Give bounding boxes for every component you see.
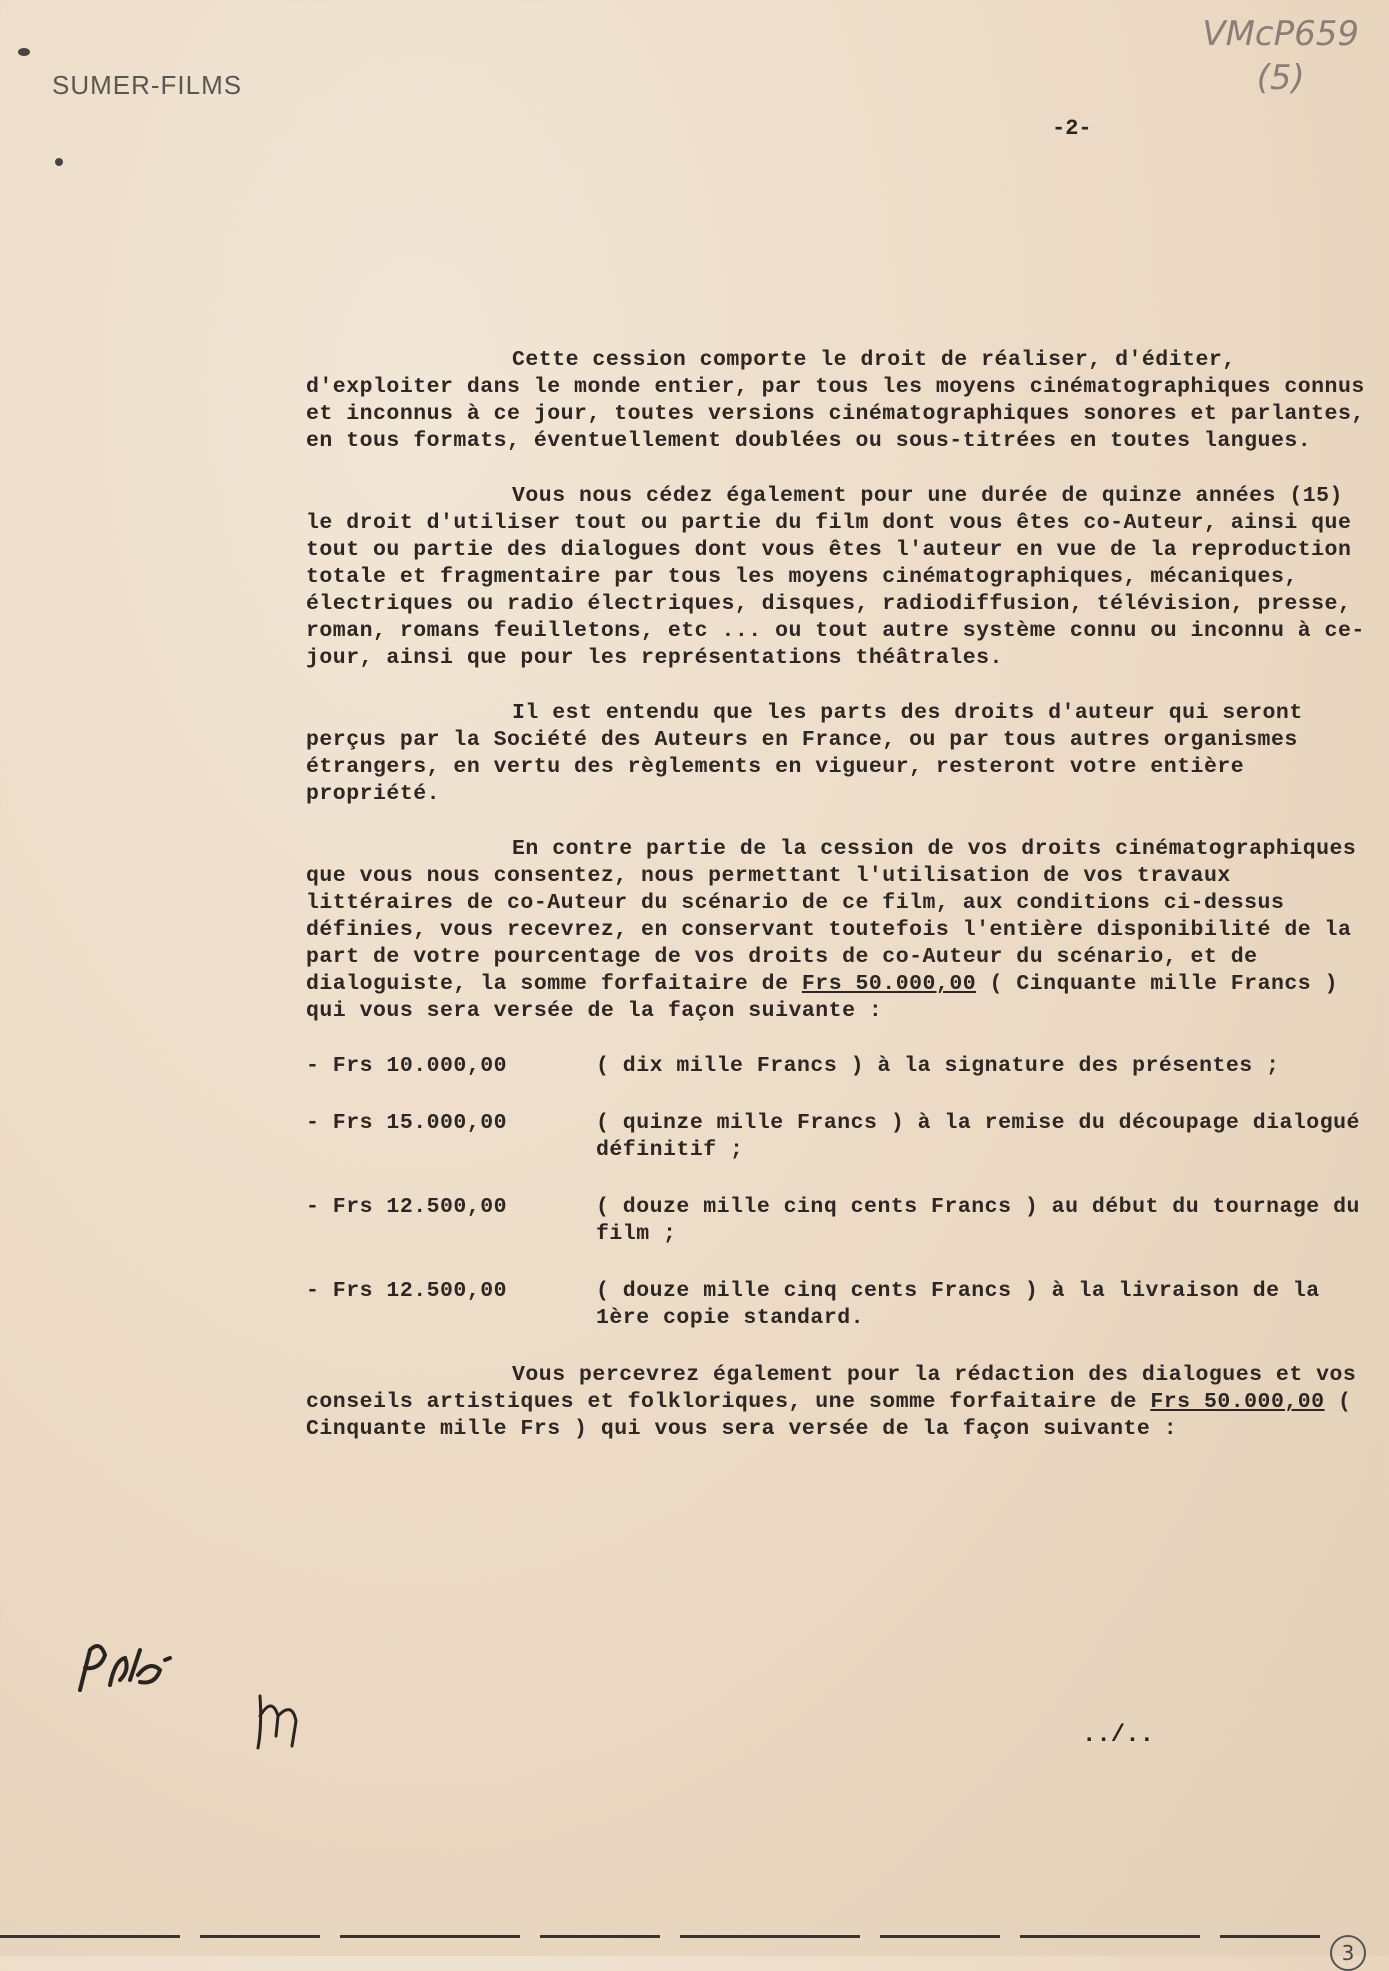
payment-description: ( dix mille Francs ) à la signature des présentes ; [596,1054,1280,1078]
paragraph-5-text: Vous percevrez également pour la rédaction des dialogues et vos conseils artistiques et folkloriques, une somme forfaitaire de [306,1363,1370,1414]
paragraph-5-after: ( Cinquante mille Frs ) qui vous sera versée de la façon suivante : [306,1390,1365,1441]
initials-signature [70,1630,180,1710]
circled-page-number: 3 [1330,1935,1366,1971]
paragraph-3-text: Il est entendu que les parts des droits d'auteur qui seront perçus par la Société des Auteurs en France, ou par tous autres organismes étrangers, en vertu des règlements en vigueur, resteront votre entière propriété. [306,701,1317,806]
payment-amount: - Frs 12.500,00 [306,1279,508,1303]
payment-amount: - Frs 12.500,00 [306,1195,508,1219]
paragraph-4-amount: Frs 50.000,00 [801,972,977,996]
payment-row [306,1194,1366,1248]
paragraph-4-text: En contre partie de la cession de vos droits cinématographiques que vous nous consentez, nous permettant l'utilisation de vos travaux littéraires de co-Auteur du scénario de ce film, aux conditions ci-dessus définies, vous recevrez, en conservant toutefois l'entière disponibilité de la part de votre pourcentage de vos droits de co-Auteur du scénario, et de dialoguiste, la somme forfaitaire de [306,837,1370,996]
archive-ref-sub: (5) [1256,58,1305,98]
paragraph-3 [306,700,1366,808]
paragraph-5 [306,1362,1370,1443]
letter-body [306,347,1379,1471]
paragraph-4 [306,836,1370,1025]
paragraph-2 [306,483,1366,672]
continuation-mark: ../.. [1082,1722,1155,1749]
payment-amount: - Frs 15.000,00 [306,1111,508,1135]
payment-amount: - Frs 10.000,00 [306,1054,508,1078]
payment-description: ( quinze mille Francs ) à la remise du découpage dialogué définitif ; [596,1111,1360,1162]
payment-schedule [306,1053,1366,1332]
paragraph-4-after: ( Cinquante mille Francs ) qui vous sera versée de la façon suivante : [306,972,1352,1023]
page-number: -2- [1052,116,1092,141]
payment-row [306,1110,1366,1164]
archive-reference [1202,12,1359,100]
punch-hole-2 [55,158,63,166]
payment-description: ( douze mille cinq cents Francs ) à la livraison de la 1ère copie standard. [596,1279,1320,1330]
paragraph-1-text: Cette cession comporte le droit de réaliser, d'éditer, d'exploiter dans le monde entier, par tous les moyens cinématographiques connus et inconnus à ce jour, toutes versions cinématographiques sonores et parlantes, en tous formats, éventuellement doublées ou sous-titrées en toutes langues. [306,348,1379,453]
handwritten-mark [252,1686,312,1756]
company-letterhead: SUMER-FILMS [52,70,243,100]
paragraph-2-text: Vous nous cédez également pour une durée de quinze années (15) le droit d'utiliser tout ou partie du film dont vous êtes co-Auteur, ainsi que tout ou partie des dialogues dont vous êtes l'auteur en vue de la reproduction totale et fragmentaire par tous les moyens cinématographiques, mécaniques, électriques ou radio électriques, disques, radiodiffusion, télévision, presse, roman, romans feuilletons, etc ... ou tout autre système connu ou inconnu à ce-jour, ainsi que pour les représentations théâtrales. [306,484,1365,670]
payment-row [306,1278,1366,1332]
archive-ref-code: VMcP659 [1202,14,1359,54]
punch-hole-1 [18,48,30,56]
payment-description: ( douze mille cinq cents Francs ) au début du tournage du film ; [596,1195,1360,1246]
payment-row [306,1053,1366,1080]
paragraph-1 [306,347,1379,455]
paragraph-5-amount: Frs 50.000,00 [1150,1390,1325,1414]
bottom-rule [0,1935,1320,1938]
